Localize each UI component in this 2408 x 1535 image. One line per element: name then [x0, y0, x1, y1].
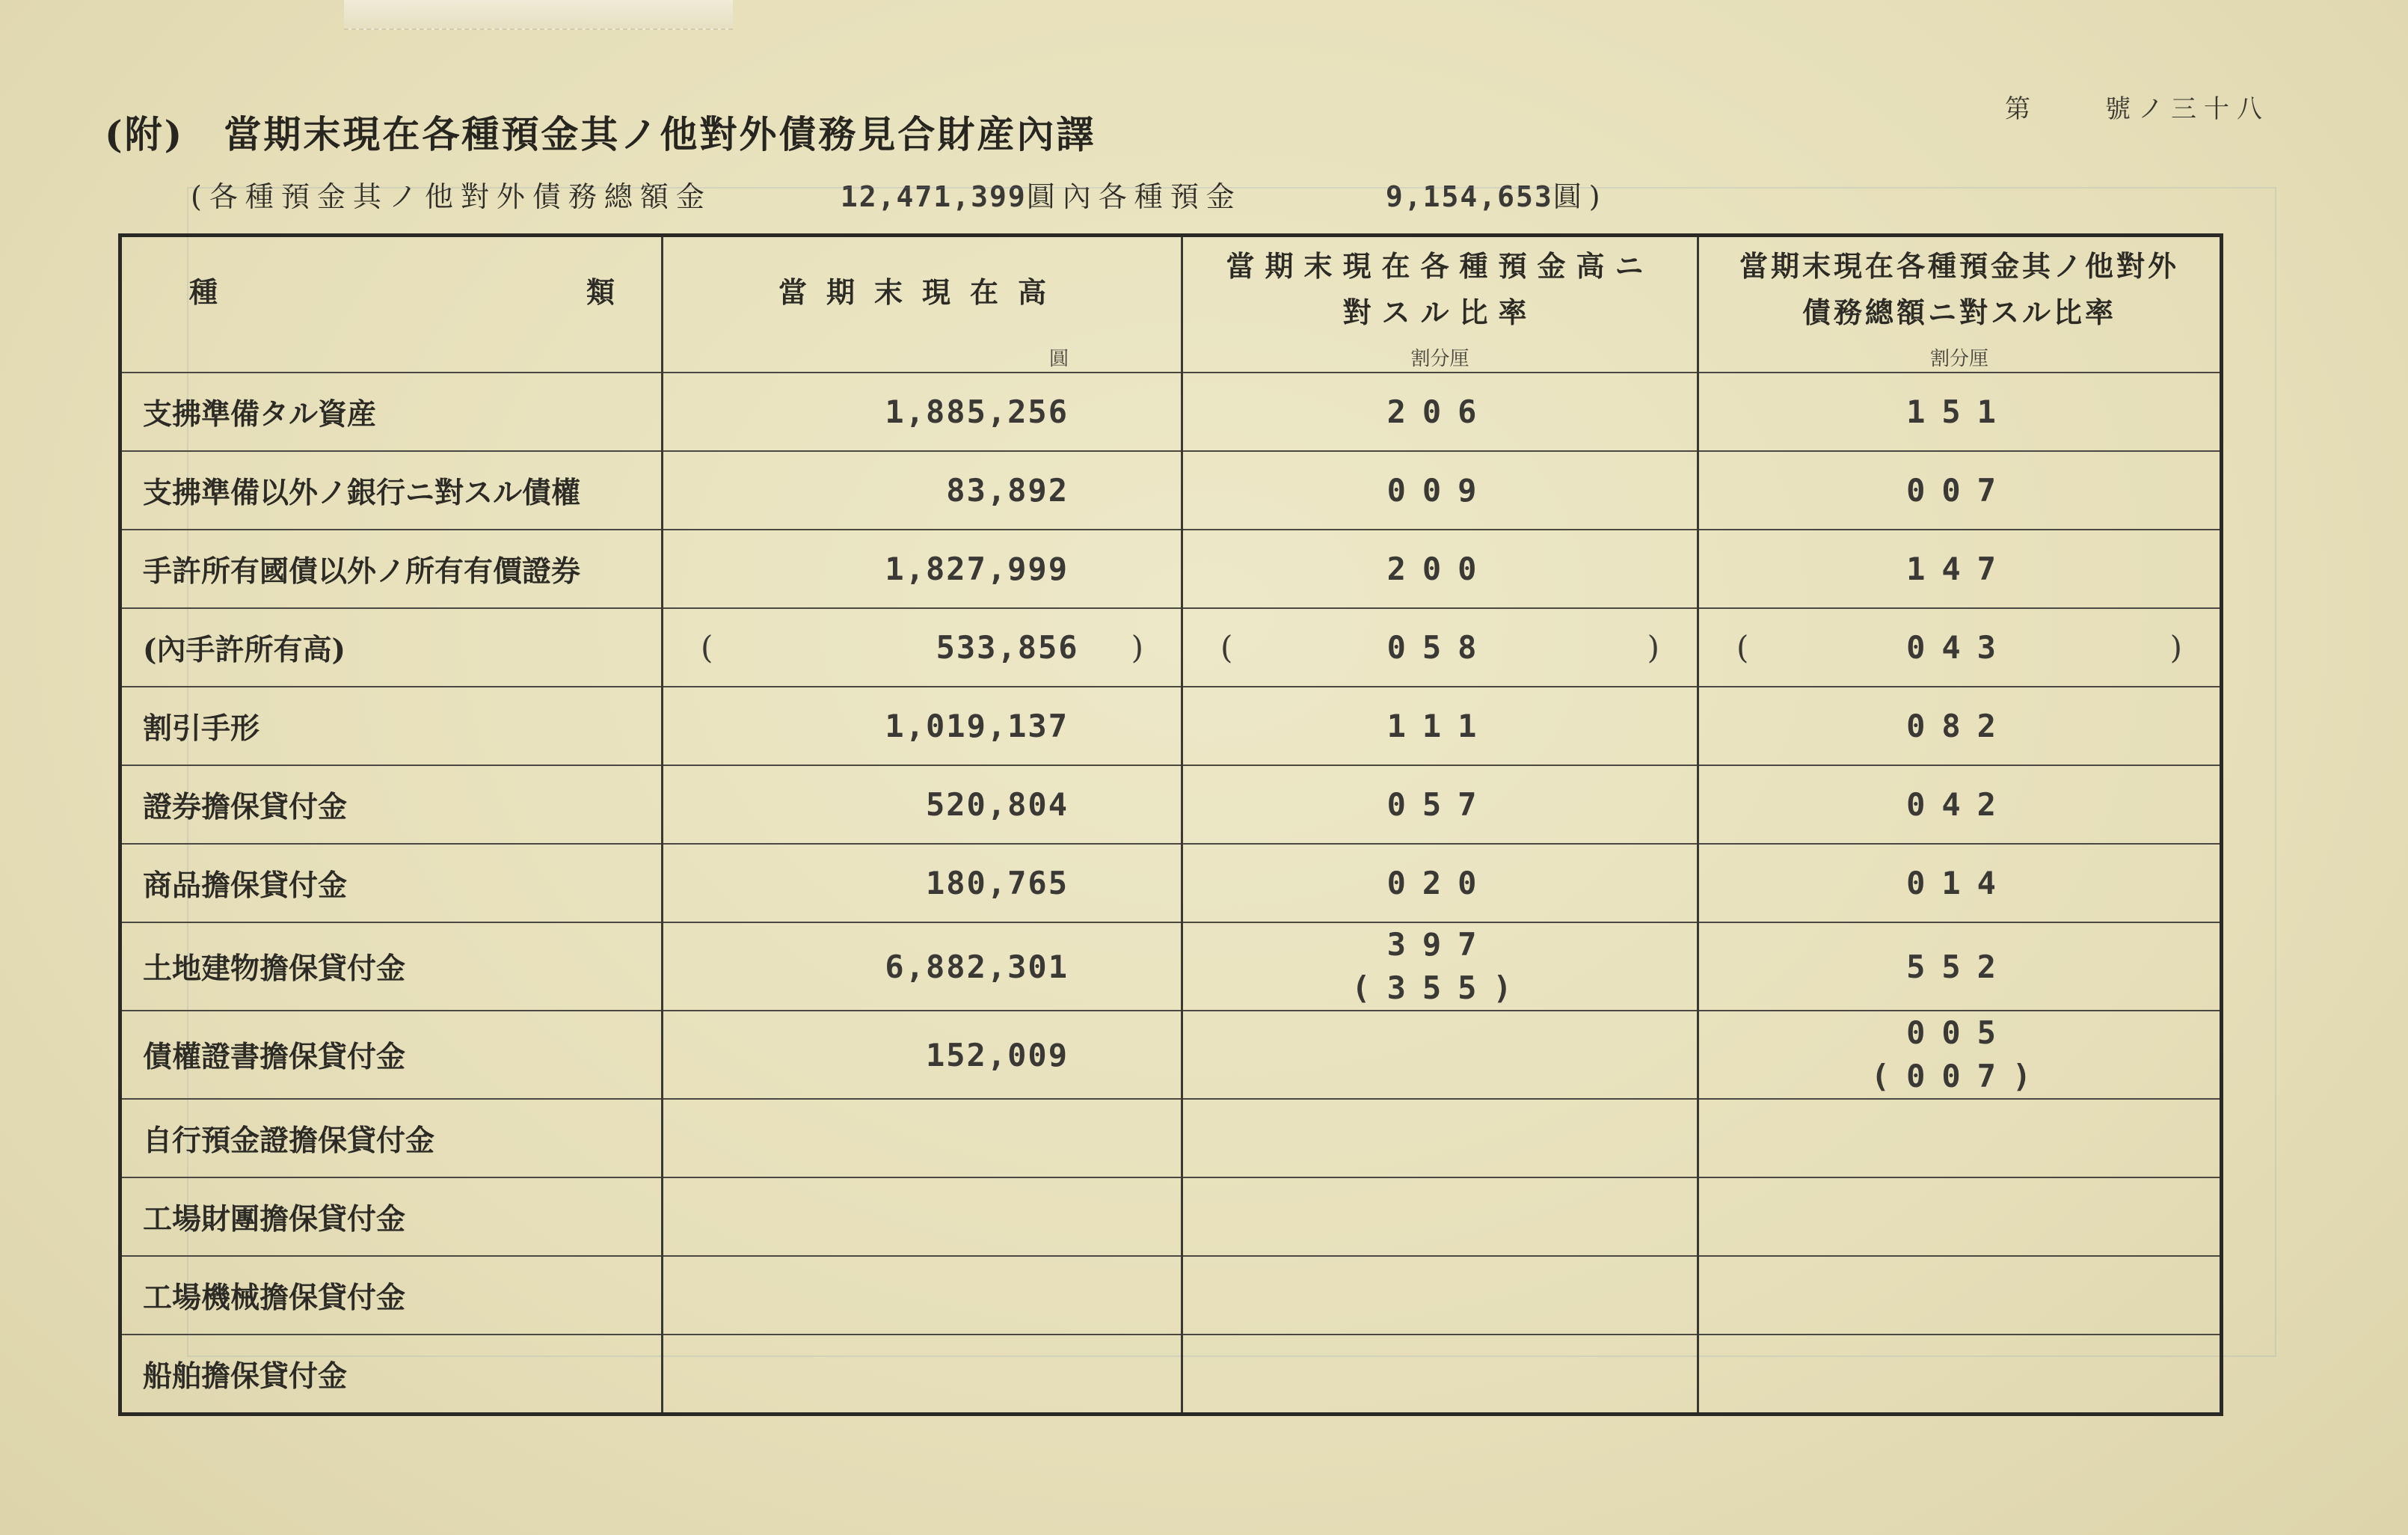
row-amount: 83,892 [663, 451, 1182, 530]
table-row [120, 765, 2222, 844]
torn-paper-edge [344, 0, 733, 30]
row-label: 債權證書擔保貸付金 [120, 1011, 663, 1099]
header-kind-b: 類 [586, 275, 616, 309]
row-ratio-deposit-paren: ( ) 058 [1182, 608, 1698, 687]
row-ratio-deposit: 009 [1182, 451, 1698, 530]
table-row [120, 608, 2222, 687]
document-reference [1938, 88, 2270, 125]
header-kind-a: 種 [189, 275, 220, 309]
table-row [120, 1256, 2222, 1335]
row-ratio-debt: 552 [1698, 922, 2222, 1011]
header-ratio-deposit: 當期末現在各種預金高ニ對スル比率 [1182, 236, 1698, 343]
row-amount: 152,009 [663, 1011, 1182, 1099]
table-row [120, 844, 2222, 922]
row-ratio-deposit [1182, 1011, 1698, 1099]
deposit-amount: 9,154,653 [1385, 180, 1553, 213]
row-ratio-debt [1698, 1099, 2222, 1177]
table-row [120, 451, 2222, 530]
table-row [120, 1011, 2222, 1099]
row-amount: 6,882,301 [663, 922, 1182, 1011]
ratio-debt-sub: (007) [1870, 1058, 2048, 1094]
row-amount [663, 1256, 1182, 1335]
row-label: 工場機械擔保貸付金 [120, 1256, 663, 1335]
row-ratio-deposit: 206 [1182, 373, 1698, 451]
row-ratio-debt: 014 [1698, 844, 2222, 922]
row-label: 證券擔保貸付金 [120, 765, 663, 844]
row-ratio-debt: 082 [1698, 687, 2222, 765]
row-label: 土地建物擔保貸付金 [120, 922, 663, 1011]
row-amount: 180,765 [663, 844, 1182, 922]
row-ratio-deposit [1182, 1335, 1698, 1415]
row-ratio-debt [1698, 1256, 2222, 1335]
row-ratio-debt-stack [1698, 1011, 2222, 1099]
row-ratio-debt [1698, 1177, 2222, 1256]
row-amount [663, 1177, 1182, 1256]
row-ratio-deposit [1182, 1177, 1698, 1256]
row-ratio-deposit [1182, 1256, 1698, 1335]
row-ratio-deposit: 200 [1182, 530, 1698, 608]
breakdown-table [118, 233, 2223, 1416]
row-ratio-deposit: 111 [1182, 687, 1698, 765]
row-ratio-debt: 147 [1698, 530, 2222, 608]
ref-dai: 第 [2005, 94, 2038, 124]
subtitle-mid: 圓內各種預金 [1026, 180, 1242, 213]
row-ratio-debt [1698, 1335, 2222, 1415]
table-row [120, 1099, 2222, 1177]
row-label: 自行預金證擔保貸付金 [120, 1099, 663, 1177]
table-row [120, 1335, 2222, 1415]
row-amount-paren: ( ) 533,856 [663, 608, 1182, 687]
row-amount: 1,885,256 [663, 373, 1182, 451]
table-row [120, 530, 2222, 608]
row-ratio-deposit [1182, 1099, 1698, 1177]
row-label: 工場財團擔保貸付金 [120, 1177, 663, 1256]
row-label: 支拂準備タル資産 [120, 373, 663, 451]
table-row [120, 687, 2222, 765]
table-row [120, 922, 2222, 1011]
ratio-debt-main: 005 [1906, 1014, 2012, 1051]
table-row [120, 373, 2222, 451]
ratio-deposit-sub: (355) [1351, 969, 1529, 1006]
page-title: (附) 當期末現在各種預金其ノ他對外債務見合財産內譯 [105, 112, 1096, 156]
row-label: 手許所有國債以外ノ所有有價證券 [120, 530, 663, 608]
row-label: 割引手形 [120, 687, 663, 765]
ratio-deposit-main: 397 [1386, 926, 1493, 963]
row-ratio-deposit: 020 [1182, 844, 1698, 922]
row-amount: 1,019,137 [663, 687, 1182, 765]
row-ratio-deposit-stack [1182, 922, 1698, 1011]
unit-yen: 圓 [663, 342, 1182, 373]
subtitle-tail: 圓) [1552, 180, 1608, 213]
unit-wari-a: 割分厘 [1182, 342, 1698, 373]
row-label: 商品擔保貸付金 [120, 844, 663, 922]
ref-number: 號ノ三十八 [2105, 94, 2270, 124]
header-current: 當期末現在高 [663, 236, 1182, 343]
row-label: 船舶擔保貸付金 [120, 1335, 663, 1415]
row-amount: 1,827,999 [663, 530, 1182, 608]
subtitle-lead: (各種預金其ノ他對外債務總額金 [191, 180, 712, 213]
row-ratio-debt: 042 [1698, 765, 2222, 844]
header-ratio-debt: 當期末現在各種預金其ノ他對外債務總額ニ對スル比率 [1698, 236, 2222, 343]
row-amount [663, 1335, 1182, 1415]
total-amount: 12,471,399 [840, 180, 1027, 213]
header-kind [120, 236, 663, 343]
row-label: (內手許所有高) [120, 608, 663, 687]
row-amount: 520,804 [663, 765, 1182, 844]
row-ratio-debt: 151 [1698, 373, 2222, 451]
row-label: 支拂準備以外ノ銀行ニ對スル債權 [120, 451, 663, 530]
row-ratio-deposit: 057 [1182, 765, 1698, 844]
unit-blank [120, 342, 663, 373]
table-row [120, 1177, 2222, 1256]
row-ratio-debt-paren: ( ) 043 [1698, 608, 2222, 687]
row-amount [663, 1099, 1182, 1177]
unit-wari-b: 割分厘 [1698, 342, 2222, 373]
row-ratio-debt: 007 [1698, 451, 2222, 530]
